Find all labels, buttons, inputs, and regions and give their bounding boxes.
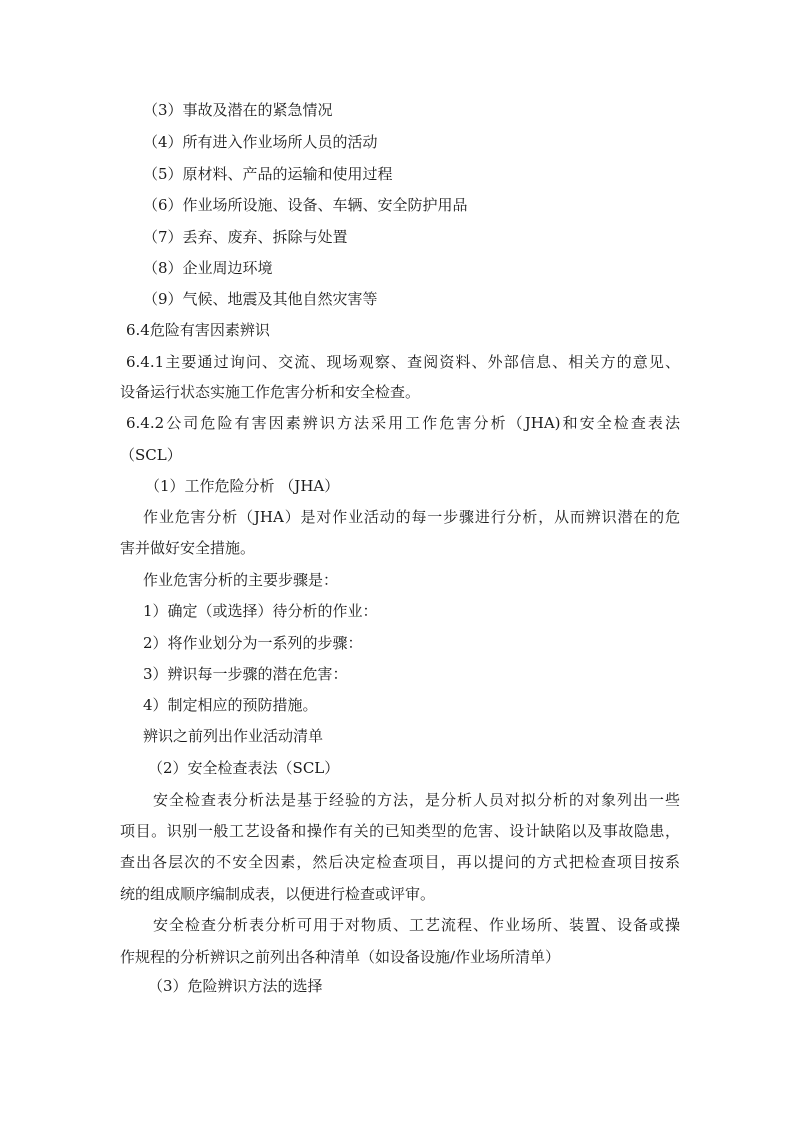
list-item: （5）原材料、产品的运输和使用过程: [143, 165, 393, 183]
paragraph-line: 查出各层次的不安全因素，然后决定检查项目，再以提问的方式把检查项目按系: [120, 853, 680, 871]
list-item: （9）气候、地震及其他自然灾害等: [143, 290, 378, 308]
subheading: （2）安全检查表法（SCL）: [148, 759, 340, 777]
section-heading: 6.4危险有害因素辨识: [126, 321, 270, 339]
paragraph-line: 作业危害分析（JHA）是对作业活动的每一步骤进行分析，从而辨识潜在的危: [143, 508, 680, 526]
subheading: （3）危险辨识方法的选择: [148, 977, 323, 995]
list-item: （4）所有进入作业场所人员的活动: [143, 133, 378, 151]
list-item: （8）企业周边环境: [143, 259, 273, 277]
paragraph-line: 作业危害分析的主要步骤是：: [143, 571, 339, 589]
paragraph-line: 统的组成顺序编制成表，以便进行检查或评审。: [120, 885, 436, 903]
paragraph-line: 设备运行状态实施工作危害分析和安全检查。: [120, 383, 421, 401]
paragraph-line: 安全检查分析表分析可用于对物质、工艺流程、作业场所、装置、设备或操: [153, 916, 680, 934]
paragraph-line: （SCL）: [120, 446, 182, 464]
step-item: 1）确定（或选择）待分析的作业：: [143, 602, 378, 620]
paragraph-line: 作规程的分析辨识之前列出各种清单（如设备设施/作业场所清单）: [120, 948, 561, 966]
paragraph-line: 项目。识别一般工艺设备和操作有关的已知类型的危害、设计缺陷以及事故隐患，: [120, 822, 680, 840]
step-item: 4）制定相应的预防措施。: [143, 696, 318, 714]
list-item: （7）丢弃、废弃、拆除与处置: [143, 228, 348, 246]
paragraph-line: 6.4.2公司危险有害因素辨识方法采用工作危害分析（JHA)和安全检查表法: [126, 414, 680, 432]
list-item: （3）事故及潜在的紧急情况: [143, 101, 333, 119]
paragraph-line: 6.4.1主要通过询问、交流、现场观察、查阅资料、外部信息、相关方的意见、: [126, 353, 680, 371]
paragraph-line: 害并做好安全措施。: [120, 539, 256, 557]
paragraph-line: 辨识之前列出作业活动清单: [143, 727, 324, 745]
subheading: （1）工作危险分析 （JHA）: [145, 477, 340, 495]
step-item: 3）辨识每一步骤的潜在危害：: [143, 665, 348, 683]
step-item: 2）将作业划分为一系列的步骤：: [143, 634, 363, 652]
list-item: （6）作业场所设施、设备、车辆、安全防护用品: [143, 196, 468, 214]
paragraph-line: 安全检查表分析法是基于经验的方法，是分析人员对拟分析的对象列出一些: [153, 791, 680, 809]
